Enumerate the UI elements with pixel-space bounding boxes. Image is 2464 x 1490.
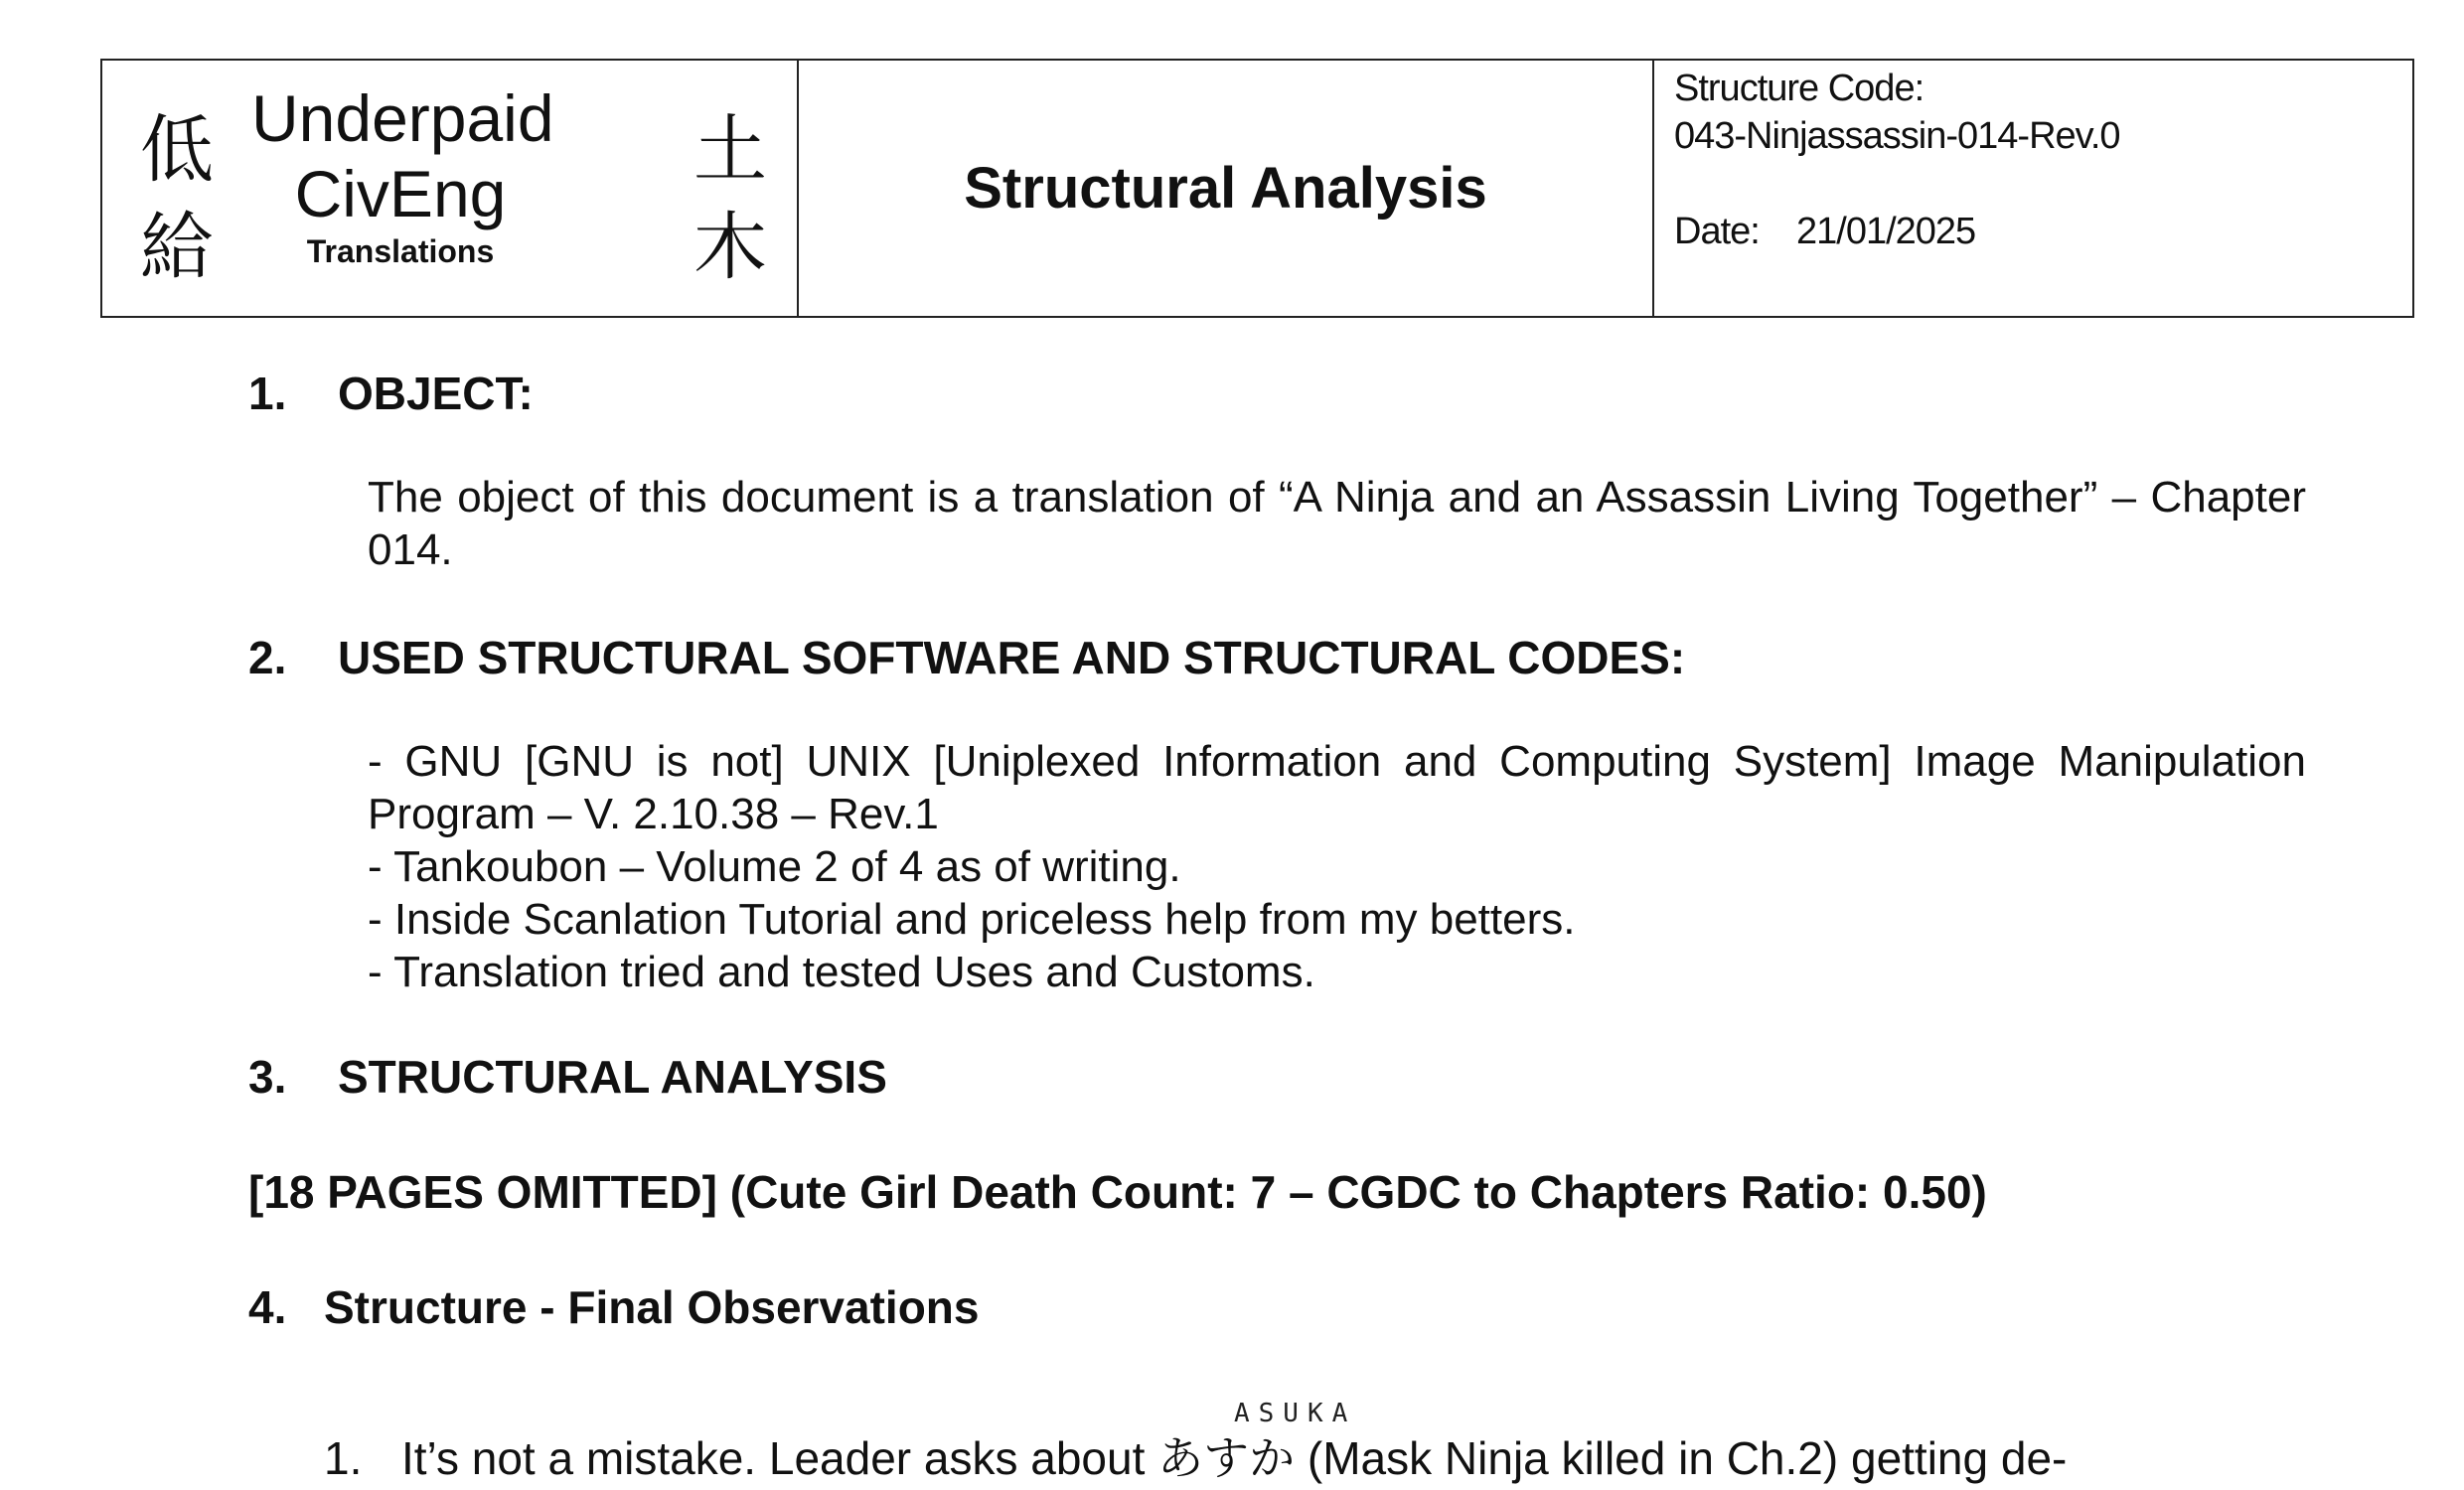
section-title: OBJECT: <box>338 368 534 419</box>
title-cell <box>799 61 1654 316</box>
logo-cell <box>102 61 799 316</box>
section-body-object: The object of this document is a translation of “A Ninja and an Assassin Living Together” – Chapter 014. <box>368 473 2306 574</box>
section-heading-object <box>248 366 534 421</box>
logo-line-1: Underpaid <box>251 81 554 155</box>
section-heading-analysis <box>248 1049 887 1105</box>
logo-kanji: 低 <box>140 107 214 193</box>
list-item: - Inside Scanlation Tutorial and priceless help from my betters. <box>368 895 1576 944</box>
structure-code-value: 043-Ninjassassin-014-Rev.0 <box>1674 115 2120 157</box>
logo-line-3: Translations <box>306 233 495 269</box>
list-item: - Tankoubon – Volume 2 of 4 as of writing. <box>368 842 1181 891</box>
logo-kanji: 土 <box>693 107 767 193</box>
structure-code-label: Structure Code: <box>1674 68 1925 109</box>
list-item: - Translation tried and tested Uses and Customs. <box>368 948 1315 996</box>
date-value: 21/01/2025 <box>1796 211 1976 252</box>
section-title: Structure - Final Observations <box>324 1281 980 1333</box>
list-item: - GNU [GNU is not] UNIX [Uniplexed Information and Computing System] Image Manipulation Program – V. 2.10.38 – Rev.1 <box>368 737 2306 838</box>
omitted-pages-note: [18 PAGES OMITTED] (Cute Girl Death Count: 7 – CGDC to Chapters Ratio: 0.50) <box>248 1166 1987 1218</box>
section-number: 3. <box>248 1051 287 1103</box>
observation-text: It’s not a mistake. Leader asks about <box>401 1432 1158 1484</box>
document-title: Structural Analysis <box>964 156 1487 221</box>
observation-text: (Mask Ninja killed in Ch.2) getting de- <box>1295 1432 2068 1484</box>
section-number: 2. <box>248 632 287 683</box>
observation-number: 1. <box>324 1432 363 1484</box>
observation-item <box>324 1430 2067 1486</box>
furigana-ruby: ASUKA <box>1234 1399 1357 1428</box>
logo-line-2: CivEng <box>294 157 507 230</box>
logo-kanji: 給 <box>140 205 214 290</box>
logo-kanji: 木 <box>693 205 767 290</box>
date-label: Date: <box>1674 211 1760 252</box>
section-number: 4. <box>248 1281 287 1333</box>
japanese-name: あすか <box>1157 1431 1296 1485</box>
section-title: STRUCTURAL ANALYSIS <box>338 1051 887 1103</box>
section-heading-software <box>248 630 1685 685</box>
section-number: 1. <box>248 368 287 419</box>
section-body-software <box>368 735 2306 998</box>
document-header-table <box>100 59 2414 318</box>
section-title: USED STRUCTURAL SOFTWARE AND STRUCTURAL CODES: <box>338 632 1686 683</box>
section-heading-observations <box>248 1279 979 1335</box>
metadata-cell <box>1654 61 2412 316</box>
